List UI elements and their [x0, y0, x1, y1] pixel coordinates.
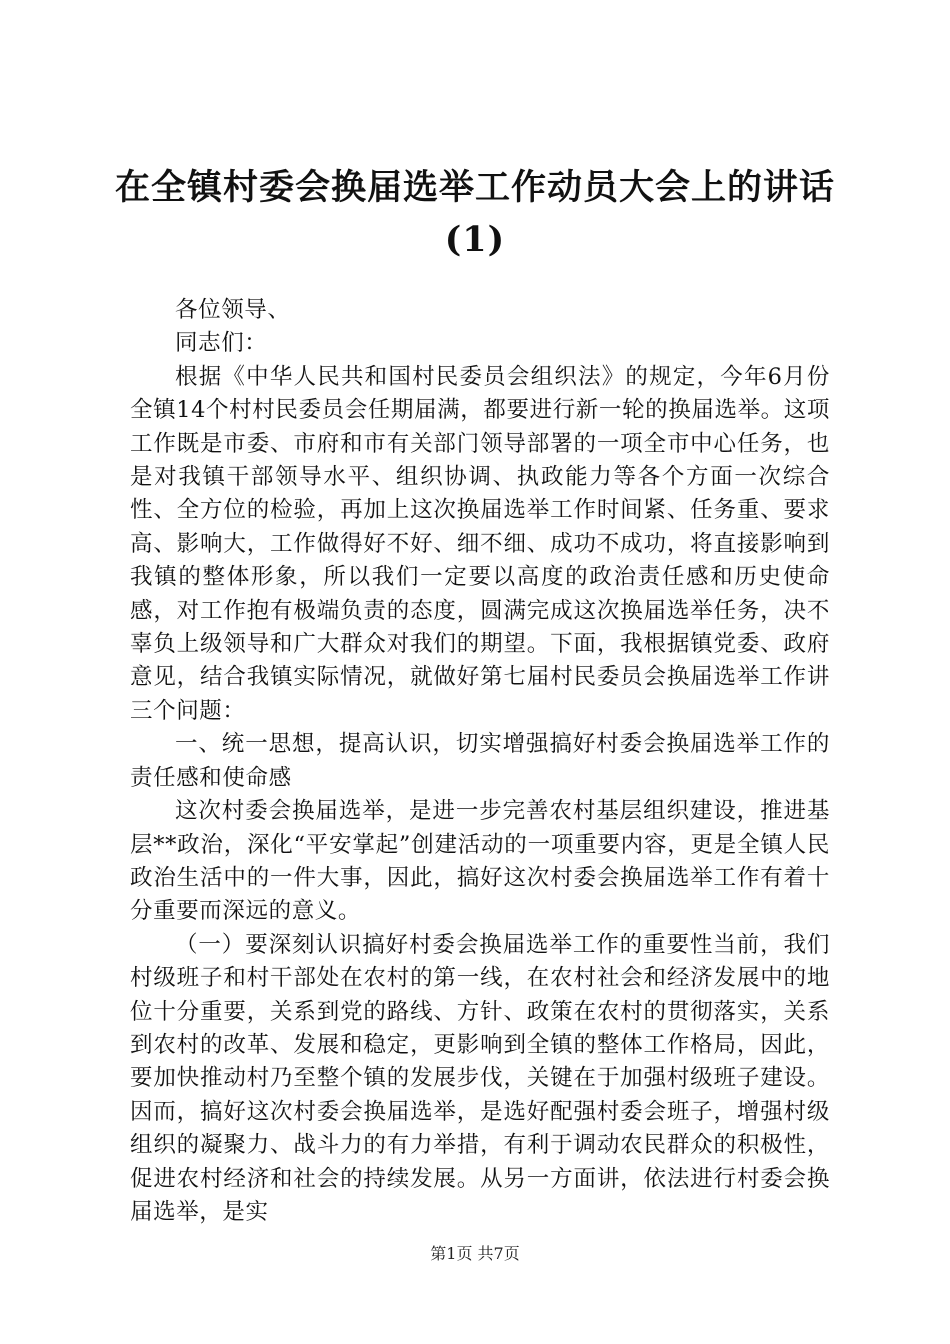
document-title-suffix: (1): [444, 219, 506, 260]
section-heading: 一、统一思想，提高认识，切实增强搞好村委会换届选举工作的责任感和使命感: [130, 731, 830, 791]
body-paragraph: 根据《中华人民共和国村民委员会组织法》的规定，今年6月份全镇14个村村民委员会任期届满，都要进行新一轮的换届选举。这项工作既是市委、市府和市有关部门领导部署的一项全市中心任务，也是对我镇干部领导水平、组织协调、执政能力等各个方面一次综合性、全方位的检验，再加上这次换届选举工作时间紧、任务重、要求高、影响大，工作做得好不好、细不细、成功不成功，将直接影响到我镇的整体形象，所以我们一定要以高度的政治责任感和历史使命感，对工作抱有极端负责的态度，圆满完成这次换届选举任务，决不辜负上级领导和广大群众对我们的期望。下面，我根据镇党委、政府意见，结合我镇实际情况，就做好第七届村民委员会换届选举工作讲三个问题：: [130, 363, 830, 724]
salutation-leaders: 各位领导、: [175, 297, 291, 323]
page-number-footer: 第1页 共7页: [430, 1244, 520, 1263]
body-paragraph: （一）要深刻认识搞好村委会换届选举工作的重要性当前，我们村级班子和村干部处在农村的第一线，在农村社会和经济发展中的地位十分重要，关系到党的路线、方针、政策在农村的贯彻落实，关系到农村的改革、发展和稳定，更影响到全镇的整体工作格局，因此，要加快推动村乃至整个镇的发展步伐，关键在于加强村级班子建设。因而，搞好这次村委会换届选举，是选好配强村委会班子，增强村级组织的凝聚力、战斗力的有力举措，有利于调动农民群众的积极性，促进农村经济和社会的持续发展。从另一方面讲，依法进行村委会换届选举，是实: [130, 931, 830, 1225]
body-paragraph: 这次村委会换届选举，是进一步完善农村基层组织建设，推进基层**政治，深化“平安掌起”创建活动的一项重要内容，更是全镇人民政治生活中的一件大事，因此，搞好这次村委会换届选举工作有着十分重要而深远的意义。: [130, 798, 830, 925]
salutation-comrades: 同志们：: [175, 330, 268, 357]
document-title: 在全镇村委会换届选举工作动员大会上的讲话: [114, 167, 835, 208]
document-body: [130, 294, 830, 1229]
